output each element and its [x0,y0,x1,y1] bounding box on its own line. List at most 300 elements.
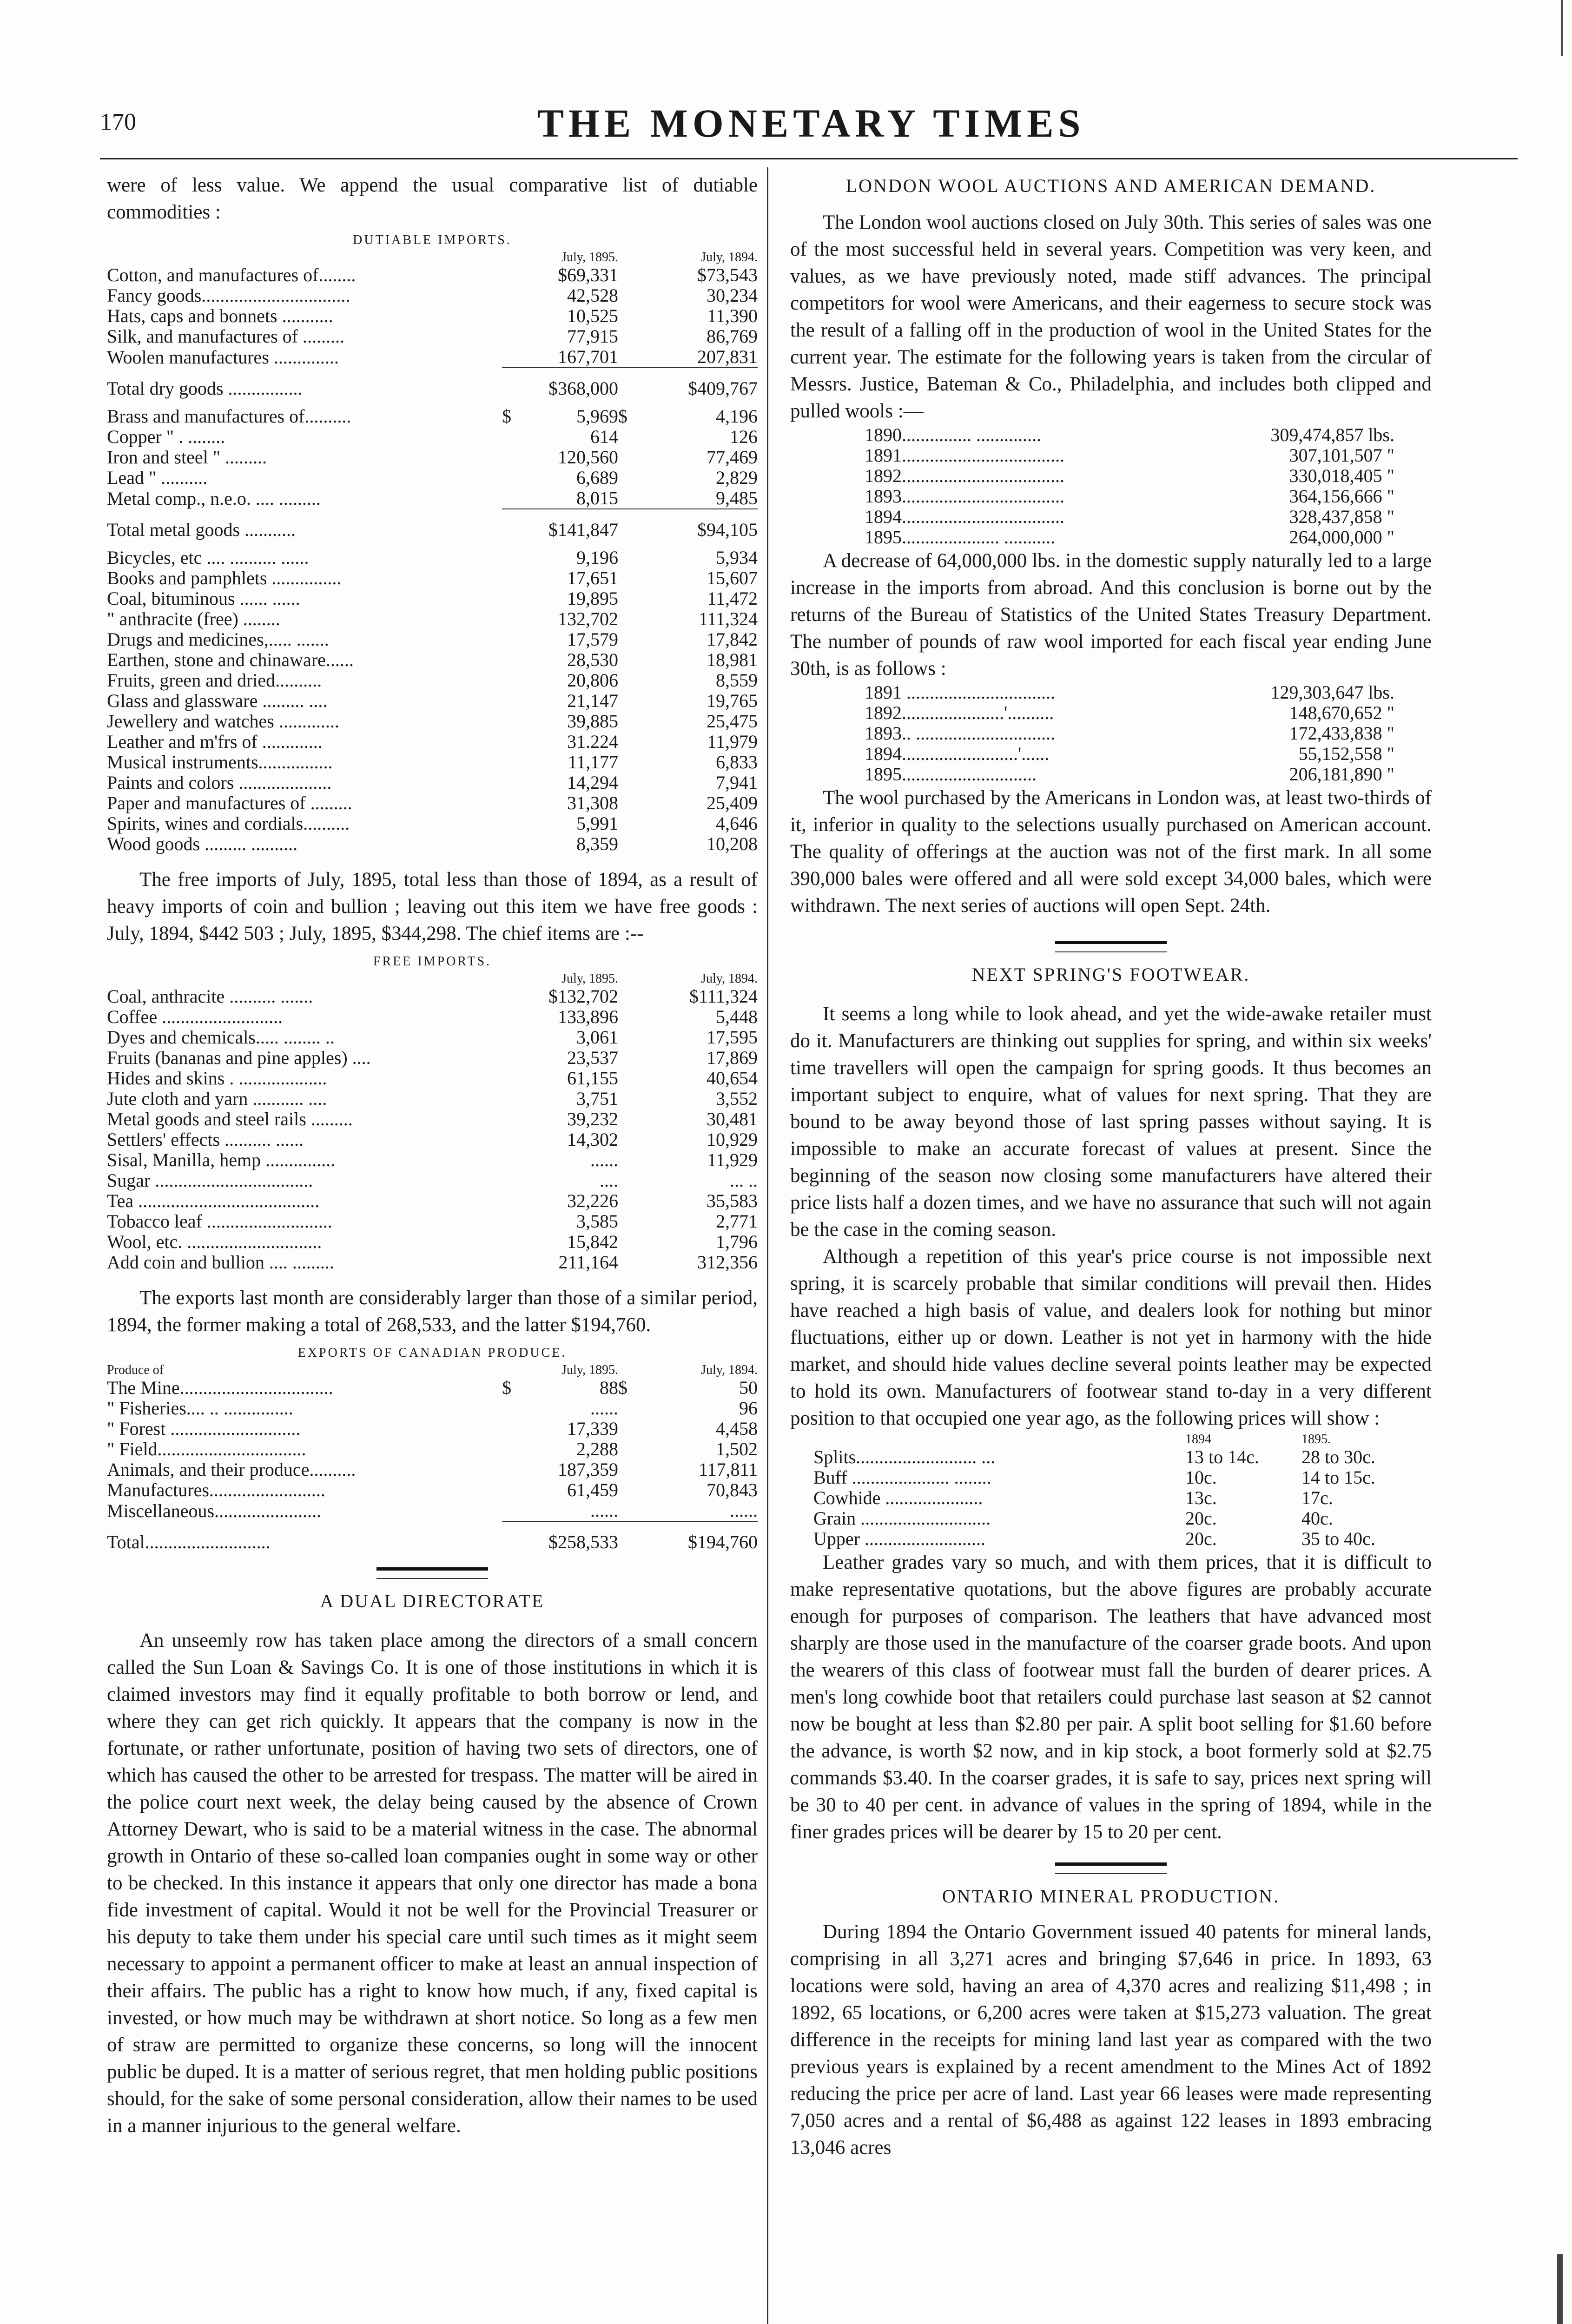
value-1894: 30,234 [707,285,758,306]
value-1894: 1,502 [716,1439,758,1459]
currency-symbol [618,772,660,793]
value-1894: 17,595 [707,1027,758,1048]
row-label: Jewellery and watches ............. [107,711,339,732]
value-1895: 39,232 [567,1109,618,1129]
price-1894: 13 to 14c. [1185,1446,1259,1467]
column-header-row [107,1363,758,1378]
currency-symbol [618,1129,660,1150]
wool-imports-table [865,682,1394,785]
table-row [107,265,758,285]
value-1894: 5,934 [716,547,758,568]
value-1895: .... [600,1170,618,1191]
row-label: Coal, anthracite .......... ....... [107,986,313,1007]
value-1894: ... .. [730,1170,758,1191]
currency-symbol [502,1211,521,1232]
currency-symbol [502,568,521,588]
currency-symbol [502,265,521,285]
row-label: Dyes and chemicals..... ........ .. [107,1027,335,1048]
currency-symbol [618,1150,660,1170]
currency-symbol [502,368,521,406]
value-1895: 187,359 [558,1459,618,1480]
value-1894: $111,324 [689,986,758,1007]
footwear-paragraph-2: Although a repetition of this year's price course is not impossible next spring, it is scarcely probable that similar conditions will prevail then. Hides have reached a high basis of value, and dealers look for nothing but minor fluctuations, either up or down. Leather is not yet in harmony with the hide market, and should hide values decline several points leather may be expected to hold its own. Manufacturers of footwear stand to-day in a very different position to that occupied one year ago, as the following prices will show : [790,1246,1432,1429]
row-label: Sugar .................................. [107,1170,313,1191]
grade-label: Upper .......................... [813,1528,985,1549]
table-row [107,711,758,732]
row-label: Musical instruments................ [107,752,333,772]
value-1894: 6,833 [716,752,758,772]
value-1895: 14,302 [567,1129,618,1150]
value-1895: 14,294 [567,772,618,793]
value-1894: 2,829 [716,467,758,488]
value-1895: 3,061 [576,1027,618,1048]
table-row [865,445,1394,466]
currency-symbol [618,629,660,650]
currency-symbol [618,1439,660,1459]
table-row [813,1467,1418,1488]
row-label: Tobacco leaf ........................... [107,1211,332,1232]
row-label: Silk, and manufactures of ......... [107,326,344,347]
currency-symbol [618,650,660,670]
table-row [107,650,758,670]
section-rule [1055,1862,1167,1866]
currency-symbol [618,265,660,285]
value-1895: 32,226 [567,1190,618,1211]
year-label: 1894.........................'...... [865,743,1050,764]
value-1895: 11,177 [568,752,618,772]
exports-heading: EXPORTS OF CANADIAN PRODUCE. [297,1346,567,1360]
value-1895: 61,459 [567,1479,618,1500]
value-1894: 11,929 [707,1149,758,1170]
value-1894: $73,543 [697,264,758,285]
row-label: Coffee .......................... [107,1006,283,1027]
pounds-value: 309,474,857 lbs. [1270,424,1394,445]
table-row [813,1447,1418,1467]
mineral-paragraph-1: During 1894 the Ontario Government issued 40 patents for mineral lands, comprising in all 3,271 acres and bringing $7,646 in price. In 1893, 63 locations were sold, having an area of 4,370 acres and realizing $11,498 ; in 1892, 65 locations, or 6,200 acres were taken at $15,273 valuation. The great difference in the receipts for mining land last year as compared with the two previous years is explained by a recent amendment to the Mines Act of 1892 reducing the price per acre of land. Last year 66 leases were made representing 7,050 acres and a rental of $6,488 as against 122 leases in 1893 embracing 13,046 acres [790,1921,1432,2159]
exports-intro: The exports last month are considerably larger than those of a similar period, 1894, the former making a total of 268,533, and the latter $194,760. [107,1287,758,1336]
currency-symbol [618,1419,660,1439]
row-label: Glass and glassware ......... .... [107,690,328,711]
value-1895: 167,701 [558,346,618,367]
wool-production-table [865,425,1394,548]
row-label: Settlers' effects .......... ...... [107,1129,304,1150]
column-header [618,971,660,986]
wool-auctions-heading: LONDON WOOL AUCTIONS AND AMERICAN DEMAND. [845,175,1376,196]
value-1894: 1,796 [716,1231,758,1252]
table-row [865,425,1394,445]
value-1895: 5,969 [576,406,618,427]
grade-label: Splits.......................... ... [813,1446,996,1467]
table-row [107,488,758,509]
currency-symbol [618,1068,660,1089]
column-header: 1895. [1301,1432,1331,1446]
pounds-value: 264,000,000 " [1289,527,1394,548]
mineral-heading: ONTARIO MINERAL PRODUCTION. [942,1886,1280,1907]
currency-symbol [502,813,521,834]
value-1894: 19,765 [707,690,758,711]
row-label: " anthracite (free) ........ [107,608,280,629]
wool-paragraph-3: The wool purchased by the Americans in London was, at least two-thirds of it, inferior in quality to the selections usually purchased on American account. The quality of offerings at the auction was not of the first mark. In all some 390,000 bales were offered and all were sold except 34,000 bales, which were withdrawn. The next series of auctions will open Sept. 24th. [790,787,1432,917]
section-rule-thin [1055,1873,1167,1874]
value-1895: 8,359 [576,833,618,854]
row-label: Earthen, stone and chinaware...... [107,649,354,670]
value-1894: 4,646 [716,813,758,834]
row-label: Metal comp., n.e.o. .... ......... [107,488,321,509]
column-header-row [107,250,758,265]
value-1895: $258,533 [521,1521,618,1560]
column-header [813,1432,1185,1447]
table-row [107,347,758,368]
row-label: Copper " . ........ [107,426,225,447]
value-1894: 17,869 [707,1047,758,1068]
value-1894: 40,654 [707,1068,758,1089]
value-1895: $69,331 [558,264,618,285]
column-header [618,1363,660,1378]
table-row [107,629,758,650]
value-1895: 31.224 [567,731,618,752]
wool-paragraph-1: The London wool auctions closed on July 30th. This series of sales was one of the most successful held in several years. Competition was very keen, and values, as we have previously noted, made stiff advances. The principal competitors for wool were Americans, and their eagerness to secure stock was the result of a falling off in the production of wool in the United States for the current year. The estimate for the following years is taken from the circular of Messrs. Justice, Bateman & Co., Philadelphia, and includes both clipped and pulled wools :— [790,211,1432,422]
right-column [790,172,1432,2161]
table-row [865,682,1394,703]
table-row [107,1378,758,1398]
free-imports-table [107,971,758,1273]
row-label: Hides and skins . ................... [107,1068,327,1089]
section-rule-thin [1055,951,1167,952]
table-row [107,1232,758,1252]
price-1894: 20c. [1185,1508,1217,1529]
table-row [107,986,758,1007]
table-row [865,527,1394,548]
value-1894: 35,583 [707,1190,758,1211]
value-1895: 211,164 [558,1252,618,1273]
value-1894: 10,208 [707,833,758,854]
currency-symbol [502,1419,521,1439]
scan-edge-mark [1557,2254,1563,2324]
pounds-value: 206,181,890 " [1289,764,1394,785]
year-label: 1890............... .............. [865,424,1041,445]
currency-symbol [502,1150,521,1170]
price-1894: 20c. [1185,1528,1217,1549]
currency-symbol [618,326,660,347]
value-1894: 10,929 [707,1129,758,1150]
column-divider [767,167,768,2324]
table-row [107,447,758,468]
value-1894: 312,356 [697,1252,758,1273]
section-rule [376,1567,488,1571]
value-1894: $409,767 [660,368,758,406]
currency-symbol [502,1191,521,1211]
currency-symbol [618,1459,660,1480]
currency-symbol [618,1191,660,1211]
row-label: Brass and manufactures of.......... [107,406,351,427]
row-label: Tea ....................................... [107,1190,320,1211]
currency-symbol [618,813,660,834]
row-label: " Field................................ [107,1439,306,1459]
section-rule-thin [376,1578,488,1579]
currency-symbol [502,1048,521,1068]
table-row [107,306,758,326]
value-1894: 3,552 [716,1088,758,1109]
exports-table [107,1363,758,1560]
value-1894: $194,760 [660,1521,758,1560]
section-rule [1055,941,1167,944]
value-1895: ...... [590,1500,618,1521]
currency-symbol [502,772,521,793]
currency-symbol [618,1252,660,1273]
table-row [813,1488,1418,1508]
grade-label: Grain ............................ [813,1508,991,1529]
table-row [865,703,1394,723]
currency-symbol [618,488,660,509]
table-row [107,427,758,447]
page-number: 170 [100,109,136,135]
currency-symbol [502,1109,521,1129]
table-row [107,1129,758,1150]
value-1895: 20,806 [567,670,618,691]
currency-symbol [502,732,521,752]
value-1895: 17,651 [567,568,618,588]
value-1895: ...... [590,1398,618,1419]
currency-symbol [502,670,521,691]
price-1895: 17c. [1301,1487,1333,1508]
row-label: Animals, and their produce.......... [107,1459,356,1480]
year-label: 1893................................... [865,486,1064,507]
currency-symbol [502,986,521,1007]
footwear-heading: NEXT SPRING'S FOOTWEAR. [971,964,1250,985]
pounds-value: 328,437,858 " [1289,506,1394,527]
currency-symbol [618,509,660,548]
value-1895: 8,015 [576,488,618,508]
value-1894: 25,475 [707,711,758,732]
masthead [100,100,1522,151]
value-1895: 3,585 [576,1211,618,1232]
row-label: Wood goods ......... .......... [107,833,298,854]
table-row [107,285,758,306]
currency-symbol [618,347,660,368]
value-1895: 3,751 [576,1088,618,1109]
currency-symbol [618,986,660,1007]
currency-symbol [618,1521,660,1560]
table-row [107,1419,758,1439]
row-label: Lead " .......... [107,467,208,488]
table-row [107,1170,758,1191]
currency-symbol [618,793,660,813]
table-row [107,1459,758,1480]
table-row [107,691,758,711]
value-1894: 15,607 [707,568,758,588]
table-row [107,813,758,834]
column-header: July, 1894. [701,250,758,264]
currency-symbol [502,447,521,468]
table-row [107,368,758,406]
value-1895: ...... [590,1149,618,1170]
dual-directorate-body: An unseemly row has taken place among the directors of a small concern called the Sun Loan & Savings Co. It is one of those institutions in which it is claimed investors may find it equally profitable to both borrow or lend, and where they can get rich quickly. It appears that the company is now in the fortunate, or rather unfortunate, position of having two sets of directors, one of which has caused the other to be arrested for trespass. The matter will be aired in the police court next week, the delay being caused by the absence of Crown Attorney Dewart, who is said to be a material witness in the case. The abnormal growth in Ontario of these so-called loan companies ought in some way or other to be checked. In this instance it appears that only one director has made a bona fide investment of capital. Would it not be well for the Provincial Treasurer or his deputy to take them under his special care until such times as it might seem necessary to appoint a permanent officer to make at least an annual inspection of their affairs. The public has a right to know how much, if any, fixed capital is invested, or how much may be withdrawn at short notice. So long as a few men of straw are permitted to organize these concerns, so long will the innocent public be duped. It is a matter of serious regret, that men holding public positions should, for the sake of some personal consideration, allow their names to be used in a manner injurious to the general welfare. [107,1630,758,2137]
row-label: Fancy goods................................ [107,285,350,306]
row-label: Drugs and medicines,..... ....... [107,629,329,650]
currency-symbol [502,1129,521,1150]
currency-symbol [618,306,660,326]
currency-symbol [502,509,521,548]
currency-symbol [502,1521,521,1560]
table-row [107,509,758,548]
value-1895: 120,560 [558,447,618,468]
currency-symbol [502,488,521,509]
row-label: Fruits (bananas and pine apples) .... [107,1047,371,1068]
value-1895: $141,847 [521,509,618,548]
year-label: 1895..................... ........... [865,527,1055,548]
row-label: Wool, etc. ............................. [107,1231,322,1252]
currency-symbol [618,447,660,468]
value-1894: 126 [730,426,758,447]
currency-symbol [618,1500,660,1521]
currency-symbol [502,1398,521,1419]
currency-symbol [502,1232,521,1252]
row-label: Cotton, and manufactures of........ [107,264,356,285]
table-row [107,568,758,588]
price-1895: 35 to 40c. [1301,1528,1375,1549]
currency-symbol [618,368,660,406]
row-label: Metal goods and steel rails ......... [107,1109,353,1129]
price-1895: 28 to 30c. [1301,1446,1375,1467]
table-row [107,1480,758,1500]
column-header: 1894 [1185,1432,1211,1446]
currency-symbol [618,1048,660,1068]
table-row [107,1439,758,1459]
row-label: Bicycles, etc .... .......... ...... [107,547,309,568]
pounds-value: 55,152,558 " [1298,743,1394,764]
currency-symbol [502,1500,521,1521]
currency-symbol [502,1252,521,1273]
year-label: 1892......................'.......... [865,702,1054,723]
value-1895: 61,155 [567,1068,618,1089]
value-1895: 88 [600,1377,618,1398]
currency-symbol [618,1232,660,1252]
price-1895: 14 to 15c. [1301,1467,1375,1488]
currency-symbol [502,548,521,568]
value-1895: 17,579 [567,629,618,650]
table-row [107,670,758,691]
currency-symbol [618,1398,660,1419]
currency-symbol [502,711,521,732]
currency-symbol: $ [502,406,511,427]
value-1894: 8,559 [716,670,758,691]
year-label: 1892................................... [865,465,1064,486]
currency-symbol [502,1089,521,1109]
value-1895: 77,915 [567,326,618,347]
value-1895: 31,308 [567,792,618,813]
value-1895: $368,000 [521,368,618,406]
currency-symbol [618,1211,660,1232]
value-1895: 19,895 [567,588,618,609]
currency-symbol [502,1480,521,1500]
price-1894: 13c. [1185,1487,1217,1508]
row-label: Paper and manufactures of ......... [107,792,352,813]
table-row [107,1089,758,1109]
column-header [618,250,660,265]
row-label: Hats, caps and bonnets ........... [107,305,333,326]
grade-label: Buff ..................... ........ [813,1467,991,1488]
value-1894: 50 [739,1377,758,1398]
year-label: 1894................................... [865,506,1064,527]
value-1894: 4,196 [716,406,758,427]
value-1895: 28,530 [567,649,618,670]
currency-symbol [502,1068,521,1089]
table-row [865,507,1394,527]
row-label: " Fisheries.... .. ............... [107,1398,293,1419]
currency-symbol [502,691,521,711]
currency-symbol [502,609,521,629]
table-row [107,1500,758,1521]
pounds-value: 330,018,405 " [1289,465,1394,486]
currency-symbol: $ [618,406,627,427]
table-row [107,1521,758,1560]
currency-symbol [502,1007,521,1027]
table-row [865,466,1394,486]
year-label: 1891................................... [865,445,1064,466]
value-1894: 18,981 [707,649,758,670]
currency-symbol [502,306,521,326]
value-1895: 132,702 [558,608,618,629]
column-header-row [813,1432,1418,1447]
table-row [107,772,758,793]
pounds-value: 172,433,838 " [1289,723,1394,744]
value-1895: 21,147 [567,690,618,711]
publication-title: THE MONETARY TIMES [537,101,1085,145]
currency-symbol [502,1027,521,1048]
table-row [107,609,758,629]
column-header: Produce of [107,1363,164,1377]
column-header: July, 1894. [701,971,758,986]
table-row [107,1068,758,1089]
value-1894: 17,842 [707,629,758,650]
row-label: Iron and steel " ......... [107,447,267,468]
value-1894: 25,409 [707,792,758,813]
table-row [107,732,758,752]
column-header: July, 1895. [561,971,618,986]
pounds-value: 307,101,507 " [1289,445,1394,466]
currency-symbol [618,427,660,447]
currency-symbol [618,1089,660,1109]
currency-symbol [618,588,660,609]
footwear-paragraph-3: Leather grades vary so much, and with them prices, that it is difficult to make representative quotations, but the above figures are probably accurate enough for purposes of comparison. The leathers that have advanced most sharply are those used in the manufacture of the coarser grade boots. And upon the wearers of this class of footwear must fall the burden of dearer prices. A men's long cowhide boot that retailers could purchase last season at $2 cannot now be bought at less than $2.80 per pair. A split boot selling for $1.60 before the advance, is worth $2 now, and in kip stock, a boot formerly sold at $2.75 commands $3.40. In the coarser grades, it is safe to say, prices next spring will be 30 to 40 per cent. in advance of values in the spring of 1894, while in the finer grades prices will be dearer by 15 to 20 per cent. [790,1552,1432,1843]
currency-symbol [618,1007,660,1027]
table-row [107,1048,758,1068]
currency-symbol [502,326,521,347]
currency-symbol [502,834,521,854]
currency-symbol [618,568,660,588]
currency-symbol [502,793,521,813]
table-row [107,1109,758,1129]
currency-symbol [502,468,521,488]
value-1894: 117,811 [698,1459,758,1480]
value-1895: 42,528 [567,285,618,306]
currency-symbol [618,609,660,629]
row-label: Books and pamphlets ............... [107,568,342,588]
table-row [813,1508,1418,1529]
dutiable-imports-table [107,250,758,854]
currency-symbol [502,1439,521,1459]
value-1894: 4,458 [716,1418,758,1439]
table-row [107,588,758,609]
value-1895: 23,537 [567,1047,618,1068]
value-1895: $132,702 [548,986,618,1007]
pounds-value: 364,156,666 " [1289,486,1394,507]
price-1895: 40c. [1301,1508,1333,1529]
currency-symbol [618,834,660,854]
row-label: Add coin and bullion .... ......... [107,1252,334,1273]
value-1894: ...... [730,1500,758,1521]
value-1894: $94,105 [660,509,758,548]
